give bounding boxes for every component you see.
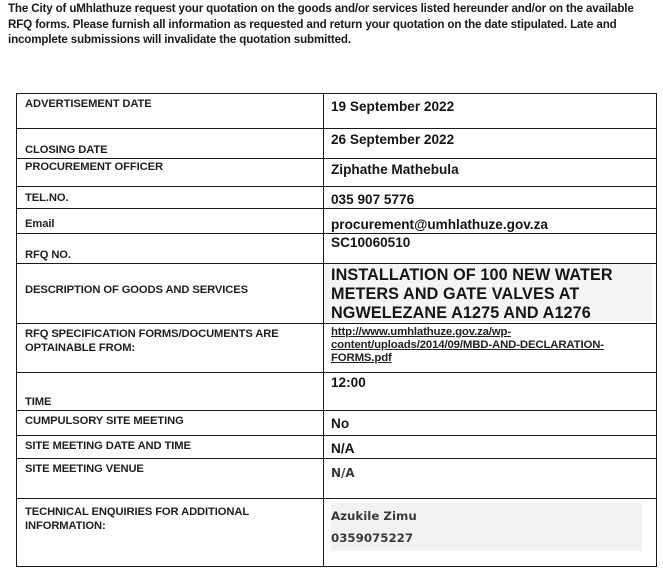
- label-rfq-no-cell: [17, 234, 323, 263]
- value-closing-date: 26 September 2022: [323, 129, 656, 158]
- row-description: [17, 263, 656, 323]
- label-description: DESCRIPTION OF GOODS AND SERVICES: [25, 284, 248, 296]
- value-compulsory-site-meeting: No: [323, 411, 656, 435]
- row-procurement-officer: [17, 158, 656, 186]
- value-site-meeting-venue: N/A: [323, 459, 656, 498]
- value-technical-enquiries: [323, 499, 656, 566]
- label-time: TIME: [25, 396, 52, 408]
- value-site-meeting-date: N/A: [323, 436, 656, 458]
- row-site-meeting-date: [17, 435, 656, 458]
- value-rfq-no: SC10060510: [323, 234, 656, 263]
- rfq-forms-link[interactable]: http://www.umhlathuze.gov.za/wp-content/uploads/2014/09/MBD-AND-DECLARATION-FORMS.pdf: [323, 324, 656, 372]
- row-compulsory-site-meeting: [17, 410, 656, 435]
- label-tel-no: TEL.NO.: [25, 192, 69, 204]
- row-closing-date: [17, 128, 656, 158]
- value-description: INSTALLATION OF 100 NEW WATER METERS AND GATE VALVES AT NGWELEZANE A1275 AND A1276: [324, 264, 652, 321]
- label-closing-date-cell: [17, 129, 323, 158]
- label-rfq-specification: RFQ SPECIFICATION FORMS/DOCUMENTS ARE OPTAINABLE FROM:: [25, 328, 279, 354]
- label-site-meeting-venue: SITE MEETING VENUE: [25, 463, 144, 475]
- value-description-cell: [323, 264, 656, 323]
- value-advertisement-date: 19 September 2022: [323, 94, 656, 128]
- label-closing-date: CLOSING DATE: [25, 144, 108, 156]
- row-site-meeting-venue: [17, 458, 656, 498]
- label-time-cell: [17, 373, 323, 410]
- row-email: [17, 208, 656, 233]
- technical-contact-name: Azukile Zimu: [331, 509, 417, 523]
- value-procurement-officer: Ziphathe Mathebula: [323, 159, 656, 186]
- technical-contact-phone: 0359075227: [331, 531, 414, 545]
- row-time: [17, 372, 656, 410]
- value-time: 12:00: [323, 373, 656, 410]
- label-technical-enquiries: TECHNICAL ENQUIRIES FOR ADDITIONAL INFORMATION:: [25, 506, 249, 532]
- label-compulsory-site-meeting: CUMPULSORY SITE MEETING: [25, 415, 184, 427]
- technical-contact-block: [331, 503, 642, 551]
- rfq-details-table: [16, 93, 657, 567]
- label-rfq-no: RFQ NO.: [25, 249, 71, 261]
- row-rfq-no: [17, 233, 656, 263]
- label-email: Email: [25, 218, 55, 230]
- row-advertisement-date: [17, 94, 656, 128]
- value-tel-no: 035 907 5776: [323, 187, 656, 208]
- intro-paragraph: The City of uMhlathuze request your quotation on the goods and/or services listed hereunder and/or on the available RFQ forms. Please furnish all information as requested and return your quotation on the date stipulated. Late and incomplete submissions will invalidate the quotation submitted.: [8, 2, 634, 46]
- label-site-meeting-date: SITE MEETING DATE AND TIME: [25, 440, 191, 452]
- row-technical-enquiries: [17, 498, 656, 566]
- label-procurement-officer: PROCUREMENT OFFICER: [25, 161, 163, 173]
- label-advertisement-date: ADVERTISEMENT DATE: [25, 98, 152, 110]
- value-email: procurement@umhlathuze.gov.za: [323, 209, 656, 233]
- row-tel-no: [17, 186, 656, 208]
- row-rfq-specification: [17, 323, 656, 372]
